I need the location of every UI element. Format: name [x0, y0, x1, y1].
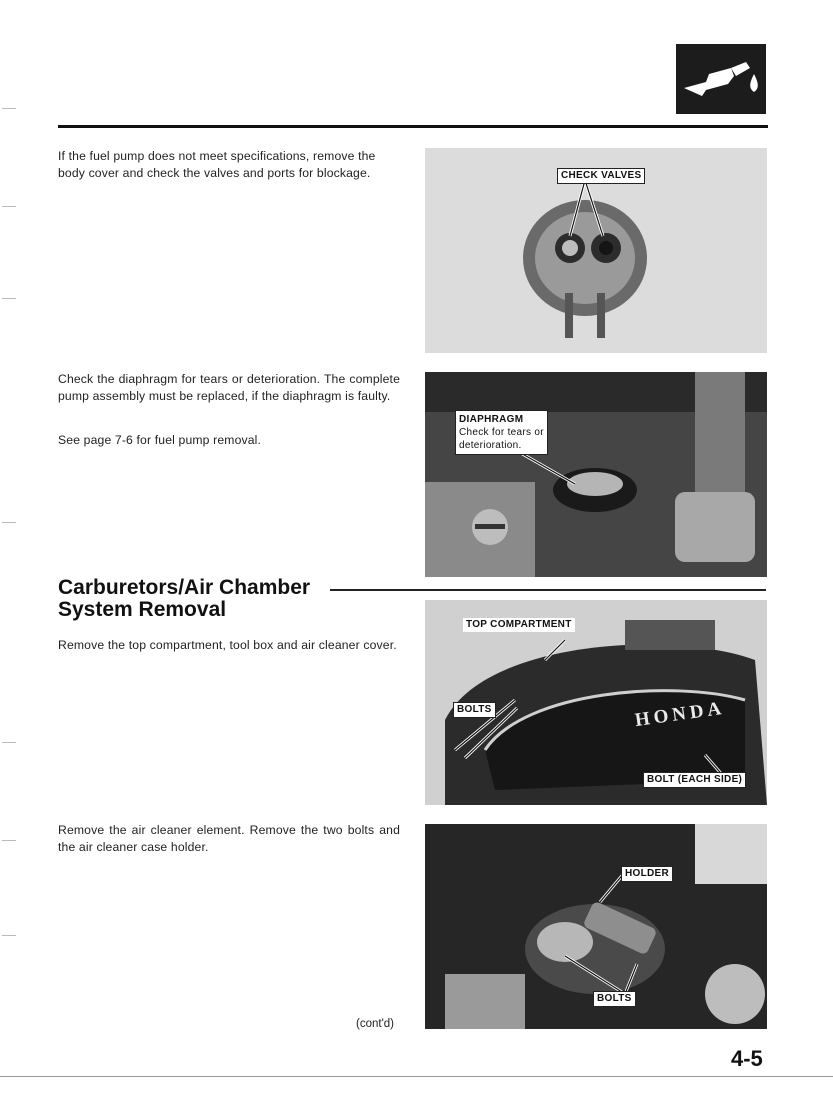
fuel-pump-valves-photo	[425, 148, 767, 353]
bolts-callout-lower: BOLTS	[593, 991, 636, 1007]
page-number: 4-5	[731, 1046, 763, 1071]
fuel-system-chapter-icon	[676, 44, 766, 114]
fuel-tank-photo	[425, 600, 767, 805]
top-compartment-callout: TOP COMPARTMENT	[463, 618, 575, 632]
section-title-rule	[330, 589, 766, 591]
margin-mark	[2, 298, 16, 299]
fuel-nozzle-icon	[676, 44, 766, 114]
diaphragm-check-text: Check the diaphragm for tears or deterioration. The complete pump assembly must be replaced, if the diaphragm is faulty.	[58, 372, 400, 403]
margin-mark	[2, 742, 16, 743]
margin-mark	[2, 935, 16, 936]
diaphragm-photo	[425, 372, 767, 577]
remove-top-compartment-text: Remove the top compartment, tool box and air cleaner cover.	[58, 638, 397, 652]
fuel-pump-check-text: If the fuel pump does not meet specifications, remove the body cover and check the valves and ports for blockage.	[58, 149, 376, 180]
header-rule	[58, 125, 768, 128]
diaphragm-note-line2: deterioration.	[459, 440, 522, 451]
margin-mark	[2, 840, 16, 841]
diaphragm-callout	[455, 410, 548, 455]
section-title-line2: System Removal	[58, 598, 227, 621]
check-valves-callout: CHECK VALVES	[557, 168, 645, 184]
fuel-pump-removal-reference: See page 7-6 for fuel pump removal.	[58, 433, 262, 447]
diaphragm-label: DIAPHRAGM	[459, 414, 524, 425]
footer-rule	[0, 1076, 833, 1077]
section-title-line1: Carburetors/Air Chamber	[58, 576, 311, 599]
margin-mark	[2, 206, 16, 207]
continued-marker: (cont'd)	[356, 1018, 394, 1030]
honda-emblem: HONDA	[633, 697, 727, 732]
bolts-callout: BOLTS	[453, 702, 496, 718]
remove-air-cleaner-text: Remove the air cleaner element. Remove the two bolts and the air cleaner case holder.	[58, 823, 400, 854]
margin-mark	[2, 108, 16, 109]
air-cleaner-case-photo	[425, 824, 767, 1029]
holder-callout: HOLDER	[621, 866, 673, 882]
margin-mark	[2, 522, 16, 523]
diaphragm-note-line1: Check for tears or	[459, 427, 544, 438]
bolt-each-side-callout: BOLT (EACH SIDE)	[643, 772, 746, 788]
